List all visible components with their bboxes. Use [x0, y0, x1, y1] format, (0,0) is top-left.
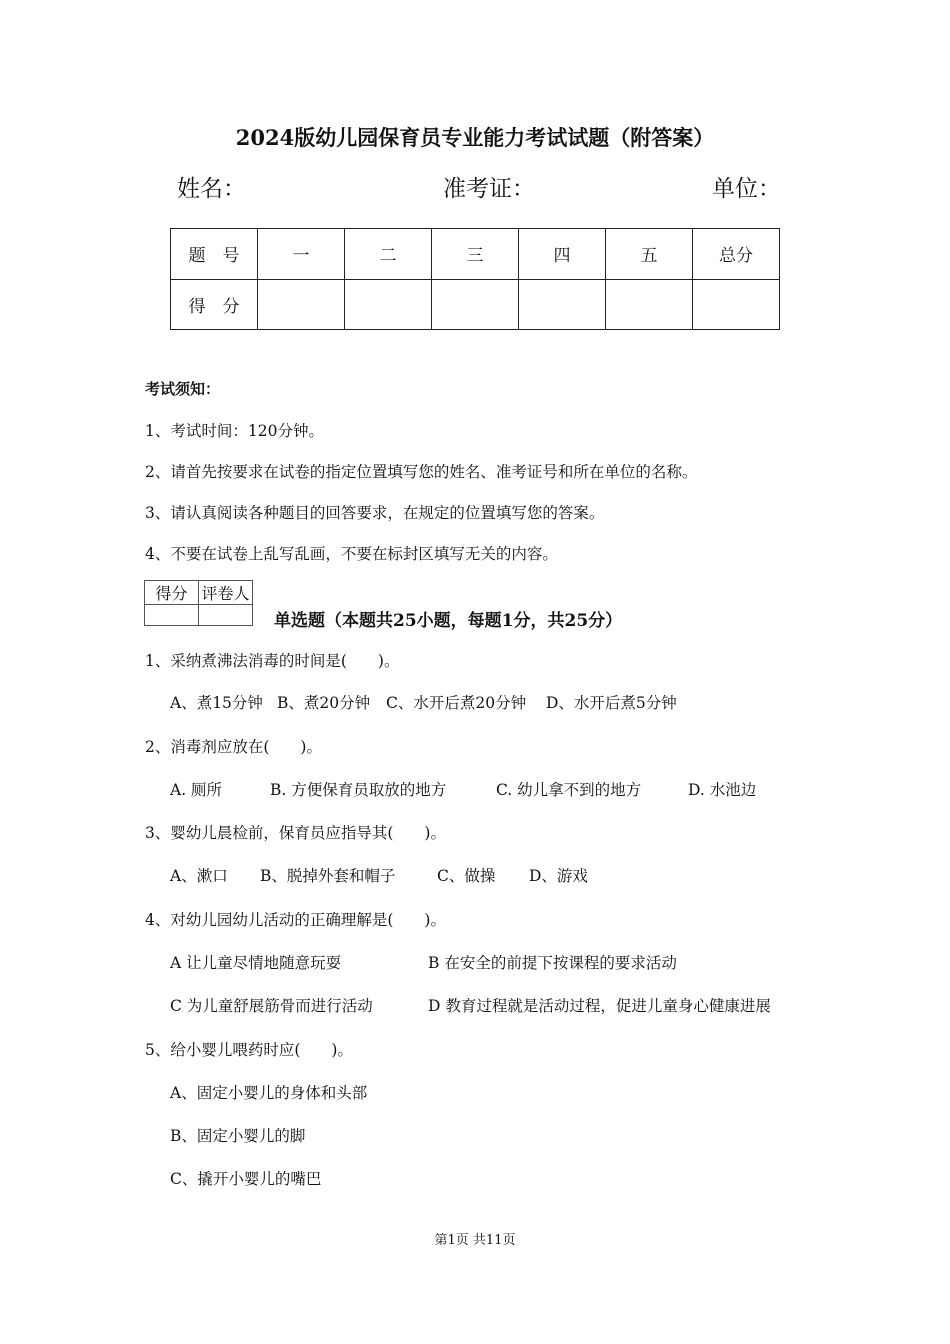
score-header-cell: 一 — [258, 229, 345, 280]
name-field-label: 姓名： — [177, 176, 246, 202]
score-header-cell: 五 — [606, 229, 693, 280]
question-option: C、做操 — [437, 867, 496, 885]
score-header-cell: 题 号 — [171, 229, 258, 280]
question-option: B、脱掉外套和帽子 — [260, 867, 396, 885]
grader-name-cell — [199, 605, 253, 626]
question-stem: 3、婴幼儿晨检前，保育员应指导其( )。 — [145, 824, 446, 842]
notice-item: 4、不要在试卷上乱写乱画，不要在标封区填写无关的内容。 — [145, 545, 558, 563]
question-option: A、煮15分钟 — [170, 694, 263, 712]
score-cell — [606, 279, 693, 330]
question-stem: 2、消毒剂应放在( )。 — [145, 738, 322, 756]
notice-heading: 考试须知： — [145, 380, 221, 398]
section-title: 单选题（本题共25小题，每题1分，共25分） — [274, 611, 623, 631]
exam-id-field-label: 准考证： — [443, 176, 535, 202]
score-header-cell: 总分 — [693, 229, 780, 280]
notice-item: 1、考试时间：120分钟。 — [145, 422, 324, 440]
score-cell — [258, 279, 345, 330]
question-option: C. 幼儿拿不到的地方 — [496, 781, 642, 799]
question-stem: 5、给小婴儿喂药时应( )。 — [145, 1041, 353, 1059]
question-option: B 在安全的前提下按课程的要求活动 — [428, 954, 677, 972]
grader-name-label: 评卷人 — [199, 581, 253, 605]
page-title: 2024版幼儿园保育员专业能力考试试题（附答案） — [235, 125, 715, 150]
question-option: B、煮20分钟 — [277, 694, 371, 712]
score-header-cell: 三 — [432, 229, 519, 280]
score-cell — [519, 279, 606, 330]
score-header-cell: 二 — [345, 229, 432, 280]
question-option: C、水开后煮20分钟 — [386, 694, 527, 712]
grader-score-cell — [145, 605, 199, 626]
grader-score-label: 得分 — [145, 581, 199, 605]
score-table-header-row — [171, 229, 780, 280]
notice-item: 3、请认真阅读各种题目的回答要求，在规定的位置填写您的答案。 — [145, 504, 605, 522]
question-option: C、撬开小婴儿的嘴巴 — [170, 1170, 322, 1188]
question-stem: 4、对幼儿园幼儿活动的正确理解是( )。 — [145, 911, 446, 929]
score-cell — [432, 279, 519, 330]
question-stem: 1、采纳煮沸法消毒的时间是( )。 — [145, 652, 400, 670]
question-option: D、游戏 — [529, 867, 588, 885]
score-row-label: 得 分 — [171, 279, 258, 330]
question-option: A、固定小婴儿的身体和头部 — [170, 1084, 368, 1102]
notice-item: 2、请首先按要求在试卷的指定位置填写您的姓名、准考证号和所在单位的名称。 — [145, 463, 698, 481]
question-option: C 为儿童舒展筋骨而进行活动 — [170, 997, 373, 1015]
question-option: D、水开后煮5分钟 — [546, 694, 677, 712]
question-option: A 让儿童尽情地随意玩耍 — [170, 954, 342, 972]
grader-box — [144, 580, 253, 626]
score-cell — [345, 279, 432, 330]
score-table-score-row — [171, 279, 780, 330]
question-option: A. 厕所 — [170, 781, 223, 799]
question-option: B. 方便保育员取放的地方 — [270, 781, 447, 799]
score-table — [170, 228, 780, 330]
score-cell — [693, 279, 780, 330]
unit-field-label: 单位： — [712, 176, 781, 202]
page-footer: 第1页 共11页 — [434, 1233, 516, 1248]
score-header-cell: 四 — [519, 229, 606, 280]
question-option: B、固定小婴儿的脚 — [170, 1127, 306, 1145]
question-option: D 教育过程就是活动过程，促进儿童身心健康进展 — [428, 997, 771, 1015]
question-option: D. 水池边 — [688, 781, 757, 799]
question-option: A、漱口 — [170, 867, 228, 885]
